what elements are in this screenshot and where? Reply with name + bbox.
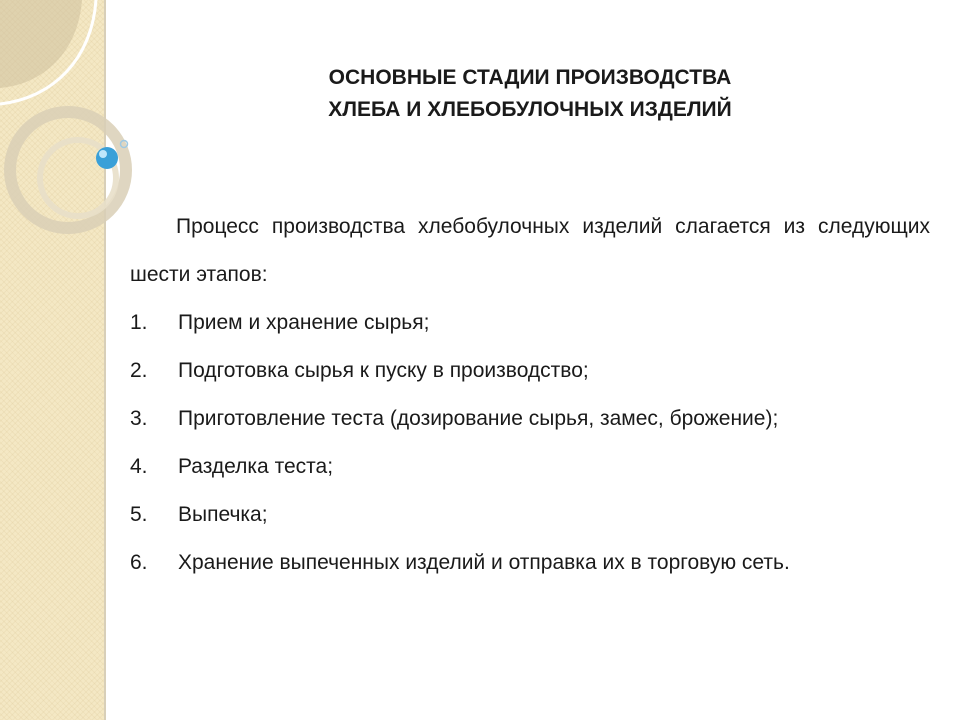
list-item-text: Разделка теста; bbox=[178, 455, 334, 478]
list-item-number: 3. bbox=[130, 407, 148, 430]
slide-body bbox=[130, 203, 930, 587]
list-item bbox=[130, 539, 930, 587]
list-item-text: Выпечка; bbox=[178, 503, 268, 526]
list-item bbox=[130, 347, 930, 395]
list-item bbox=[130, 299, 930, 347]
blue-dot-ornament bbox=[96, 147, 118, 169]
list-item-number: 2. bbox=[130, 359, 148, 382]
large-ring-ornament bbox=[10, 112, 126, 228]
blue-dot-highlight bbox=[99, 150, 107, 158]
decorative-circles bbox=[0, 0, 140, 260]
list-item bbox=[130, 443, 930, 491]
list-item-text: Приготовление теста (дозирование сырья, замес, брожение); bbox=[178, 407, 779, 430]
list-item-number: 6. bbox=[130, 551, 148, 574]
slide-title bbox=[150, 62, 910, 126]
stages-list bbox=[130, 299, 930, 587]
intro-paragraph: Процесс производства хлебобулочных изделий слагается из следующих шести этапов: bbox=[130, 215, 930, 286]
list-item-number: 5. bbox=[130, 503, 148, 526]
list-item-text: Прием и хранение сырья; bbox=[178, 311, 430, 334]
list-item-text: Хранение выпеченных изделий и отправка их в торговую сеть. bbox=[178, 551, 790, 574]
list-item-number: 4. bbox=[130, 455, 148, 478]
list-item bbox=[130, 395, 930, 443]
title-line-2: ХЛЕБА И ХЛЕБОБУЛОЧНЫХ ИЗДЕЛИЙ bbox=[328, 98, 732, 121]
list-item-number: 1. bbox=[130, 311, 148, 334]
list-item-text: Подготовка сырья к пуску в производство; bbox=[178, 359, 589, 382]
list-item bbox=[130, 491, 930, 539]
title-line-1: ОСНОВНЫЕ СТАДИИ ПРОИЗВОДСТВА bbox=[328, 66, 732, 89]
top-arc-ornament bbox=[0, 0, 82, 88]
